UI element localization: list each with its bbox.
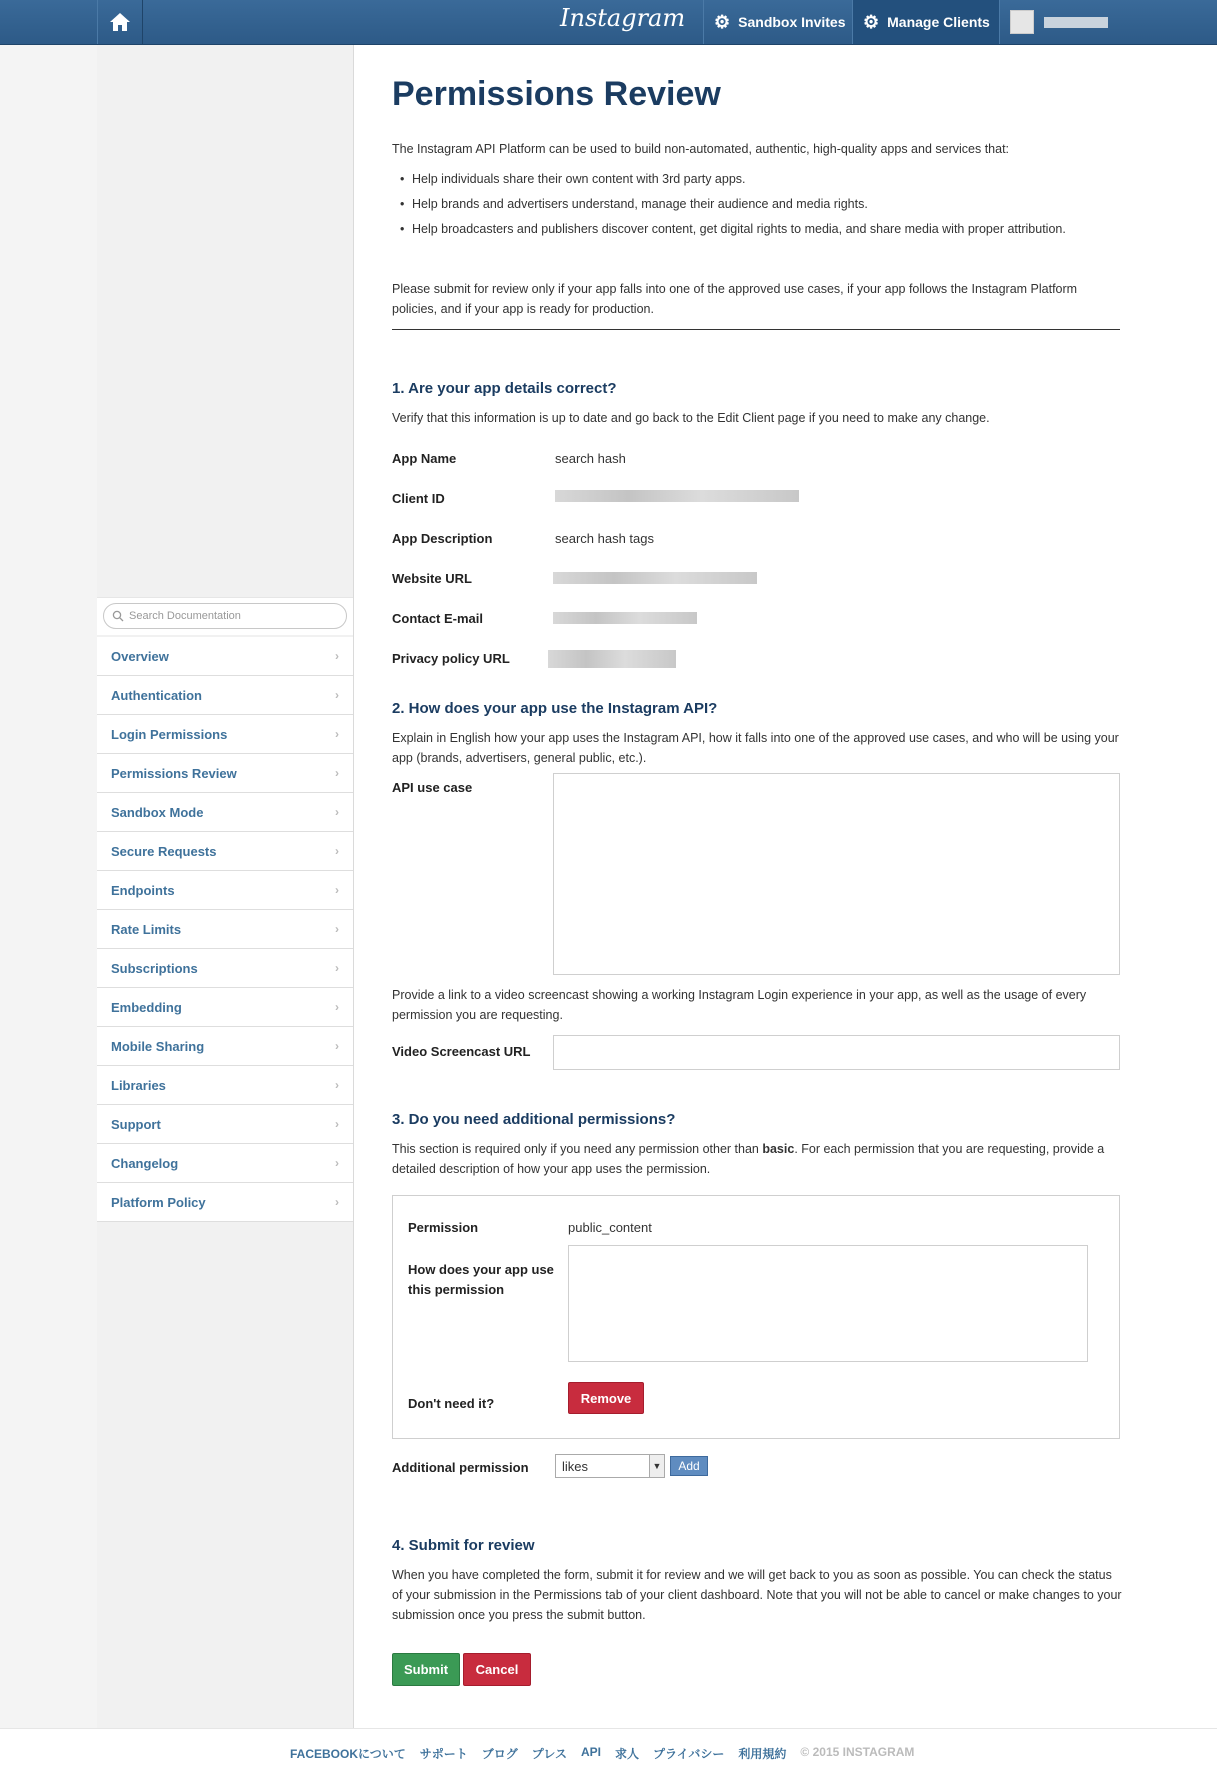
video-screencast-input[interactable]: [553, 1035, 1120, 1070]
sidebar-item-label: Endpoints: [111, 882, 175, 898]
how-use-permission-label: How does your app use this permission: [408, 1262, 554, 1297]
section-3-desc-a: This section is required only if you need any permission other than: [392, 1142, 763, 1156]
instagram-logo[interactable]: Instagram: [560, 4, 686, 32]
chevron-right-icon: ›: [335, 649, 339, 663]
home-icon: [109, 12, 131, 32]
contact-email-label: Contact E-mail: [392, 611, 484, 626]
footer-link-jobs[interactable]: 求人: [614, 1747, 639, 1761]
app-description-label: App Description: [392, 531, 493, 546]
additional-permission-select[interactable]: [555, 1454, 665, 1478]
chevron-right-icon: ›: [335, 727, 339, 741]
sidebar-nav: [97, 637, 353, 1222]
additional-permission-value: likes: [562, 1458, 589, 1474]
search-input[interactable]: [103, 603, 347, 629]
avatar: [1010, 10, 1034, 34]
sandbox-invites-label: Sandbox Invites: [738, 14, 846, 30]
sidebar-item-login-permissions[interactable]: [97, 715, 353, 754]
chevron-right-icon: ›: [335, 805, 339, 819]
submit-button[interactable]: Submit: [392, 1653, 460, 1686]
api-use-case-textarea[interactable]: [553, 773, 1120, 975]
sidebar-item-label: Secure Requests: [111, 843, 217, 859]
page-title: Permissions Review: [392, 75, 721, 113]
remove-button[interactable]: Remove: [568, 1382, 644, 1414]
chevron-right-icon: ›: [335, 1117, 339, 1131]
permission-value: public_content: [568, 1220, 652, 1235]
home-button[interactable]: [97, 0, 143, 44]
sidebar-item-label: Rate Limits: [111, 921, 182, 937]
sidebar-item-platform-policy[interactable]: [97, 1183, 353, 1222]
left-gutter: [0, 45, 98, 1728]
copyright: © 2015 INSTAGRAM: [800, 1745, 915, 1759]
app-name-label: App Name: [392, 451, 457, 466]
footer-link-api[interactable]: API: [580, 1745, 601, 1759]
sidebar-item-embedding[interactable]: [97, 988, 353, 1027]
app-description-value: search hash tags: [555, 531, 655, 546]
section-3-desc-b: . For each permission that you are requesting, provide a detailed description of how your app uses the permission.: [392, 1142, 1105, 1176]
sidebar-item-label: Authentication: [111, 687, 202, 703]
bullet-item: [400, 219, 1115, 239]
permission-panel: [392, 1195, 1120, 1439]
contact-email-redacted: [553, 612, 697, 624]
client-id-label: Client ID: [392, 491, 445, 506]
sidebar-item-changelog[interactable]: [97, 1144, 353, 1183]
chevron-right-icon: ›: [335, 766, 339, 780]
sidebar-item-authentication[interactable]: [97, 676, 353, 715]
privacy-policy-label: Privacy policy URL: [392, 651, 510, 666]
section-4-desc: When you have completed the form, submit it for review and we will get back to you as soon as possible. You can check the status of your submission in the Permissions tab of your client dashboard. Note that you will not be able to cancel or make changes to your submission once you press the submit button.: [392, 1568, 1122, 1622]
section-3-desc-bold: basic: [762, 1142, 795, 1156]
footer-link-privacy[interactable]: プライバシー: [653, 1747, 725, 1761]
footer: [0, 1728, 1217, 1778]
search-placeholder: Search Documentation: [129, 610, 241, 622]
sidebar-item-label: Support: [111, 1116, 161, 1132]
sidebar-item-secure-requests[interactable]: [97, 832, 353, 871]
footer-link-press[interactable]: プレス: [531, 1747, 567, 1761]
chevron-right-icon: ›: [335, 1195, 339, 1209]
footer-link-support[interactable]: サポート: [419, 1747, 468, 1761]
section-2-desc: Explain in English how your app uses the Instagram API, how it falls into one of the approved use cases, and who will be using your app (brands, advertisers, general public, etc.).: [392, 731, 1119, 765]
sidebar-item-label: Embedding: [111, 999, 182, 1015]
gear-icon: ⚙: [863, 11, 880, 32]
website-url-redacted: [553, 572, 757, 584]
bullet-text: • Help broadcasters and publishers discover content, get digital rights to media, and share media with proper attribution.: [412, 222, 1066, 236]
section-1-desc: Verify that this information is up to date and go back to the Edit Client page if you need to make any change.: [392, 411, 990, 425]
footer-link-blog[interactable]: ブログ: [481, 1747, 518, 1761]
sidebar-item-label: Platform Policy: [111, 1194, 206, 1210]
dont-need-label: Don't need it?: [408, 1396, 495, 1411]
section-3-heading: 3. Do you need additional permissions?: [392, 1111, 676, 1128]
chevron-right-icon: ›: [335, 1156, 339, 1170]
sidebar-item-label: Libraries: [111, 1077, 166, 1093]
sidebar-item-overview[interactable]: [97, 637, 353, 676]
chevron-right-icon: ›: [335, 922, 339, 936]
sidebar-item-label: Overview: [111, 648, 169, 664]
chevron-right-icon: ›: [335, 844, 339, 858]
bullet-text: • Help individuals share their own content with 3rd party apps.: [412, 172, 746, 186]
sidebar-item-endpoints[interactable]: [97, 871, 353, 910]
sidebar-item-label: Subscriptions: [111, 960, 198, 976]
intro-text: The Instagram API Platform can be used to build non-automated, authentic, high-quality apps and services that:: [392, 142, 1010, 156]
sidebar-item-label: Login Permissions: [111, 726, 228, 742]
sidebar-item-libraries[interactable]: [97, 1066, 353, 1105]
bullet-text: • Help brands and advertisers understand, manage their audience and media rights.: [412, 197, 868, 211]
api-use-case-label: API use case: [392, 780, 473, 795]
chevron-right-icon: ›: [335, 1000, 339, 1014]
footer-links: [290, 1745, 914, 1762]
footer-link-about[interactable]: FACEBOOKについて: [290, 1747, 406, 1761]
sidebar-item-support[interactable]: [97, 1105, 353, 1144]
manage-clients-label: Manage Clients: [887, 14, 990, 30]
app-name-value: search hash: [555, 451, 626, 466]
search-wrapper: [97, 597, 353, 635]
permission-label: Permission: [408, 1220, 479, 1235]
sidebar-item-permissions-review[interactable]: [97, 754, 353, 793]
username-redacted: [1044, 17, 1108, 28]
video-screencast-label: Video Screencast URL: [392, 1044, 531, 1059]
sidebar-item-label: Sandbox Mode: [111, 804, 204, 820]
privacy-policy-redacted: [548, 650, 676, 668]
chevron-right-icon: ›: [335, 1078, 339, 1092]
section-1-heading: 1. Are your app details correct?: [392, 380, 617, 397]
add-permission-button[interactable]: Add: [670, 1456, 708, 1476]
top-bar: [0, 0, 1217, 45]
manage-clients-button[interactable]: [852, 0, 999, 44]
divider: [392, 329, 1120, 330]
website-url-label: Website URL: [392, 571, 472, 586]
sidebar-item-sandbox-mode[interactable]: [97, 793, 353, 832]
section-3-desc: [392, 1139, 1122, 1179]
cancel-button[interactable]: Cancel: [463, 1653, 531, 1686]
client-id-redacted: [555, 490, 799, 502]
chevron-right-icon: ›: [335, 688, 339, 702]
gear-icon: ⚙: [714, 11, 731, 32]
section-2-heading: 2. How does your app use the Instagram API?: [392, 700, 718, 717]
section-4-heading: 4. Submit for review: [392, 1537, 535, 1554]
additional-permission-label: Additional permission: [392, 1460, 529, 1475]
bullet-item: [400, 169, 1115, 189]
bullet-item: [400, 194, 1115, 214]
chevron-right-icon: ›: [335, 961, 339, 975]
sandbox-invites-button[interactable]: [703, 0, 852, 44]
sidebar-item-rate-limits[interactable]: [97, 910, 353, 949]
footer-link-terms[interactable]: 利用規約: [738, 1747, 787, 1761]
submit-note: Please submit for review only if your app falls into one of the approved use cases, if your app follows the Instagram Platform policies, and if your app is ready for production.: [392, 282, 1078, 316]
permission-use-textarea[interactable]: [568, 1245, 1088, 1362]
chevron-right-icon: ›: [335, 1039, 339, 1053]
user-menu[interactable]: [999, 0, 1120, 44]
sidebar-item-subscriptions[interactable]: [97, 949, 353, 988]
sidebar: [97, 45, 354, 1728]
search-icon: [112, 610, 124, 622]
sidebar-item-mobile-sharing[interactable]: [97, 1027, 353, 1066]
chevron-right-icon: ›: [335, 883, 339, 897]
sidebar-item-label: Changelog: [111, 1155, 179, 1171]
sidebar-item-label: Mobile Sharing: [111, 1038, 205, 1054]
video-desc: Provide a link to a video screencast showing a working Instagram Login experience in your app, as well as the usage of every permission you are requesting.: [392, 988, 1087, 1022]
sidebar-item-label: Permissions Review: [111, 765, 237, 781]
chevron-down-icon: ▼: [649, 1455, 664, 1477]
